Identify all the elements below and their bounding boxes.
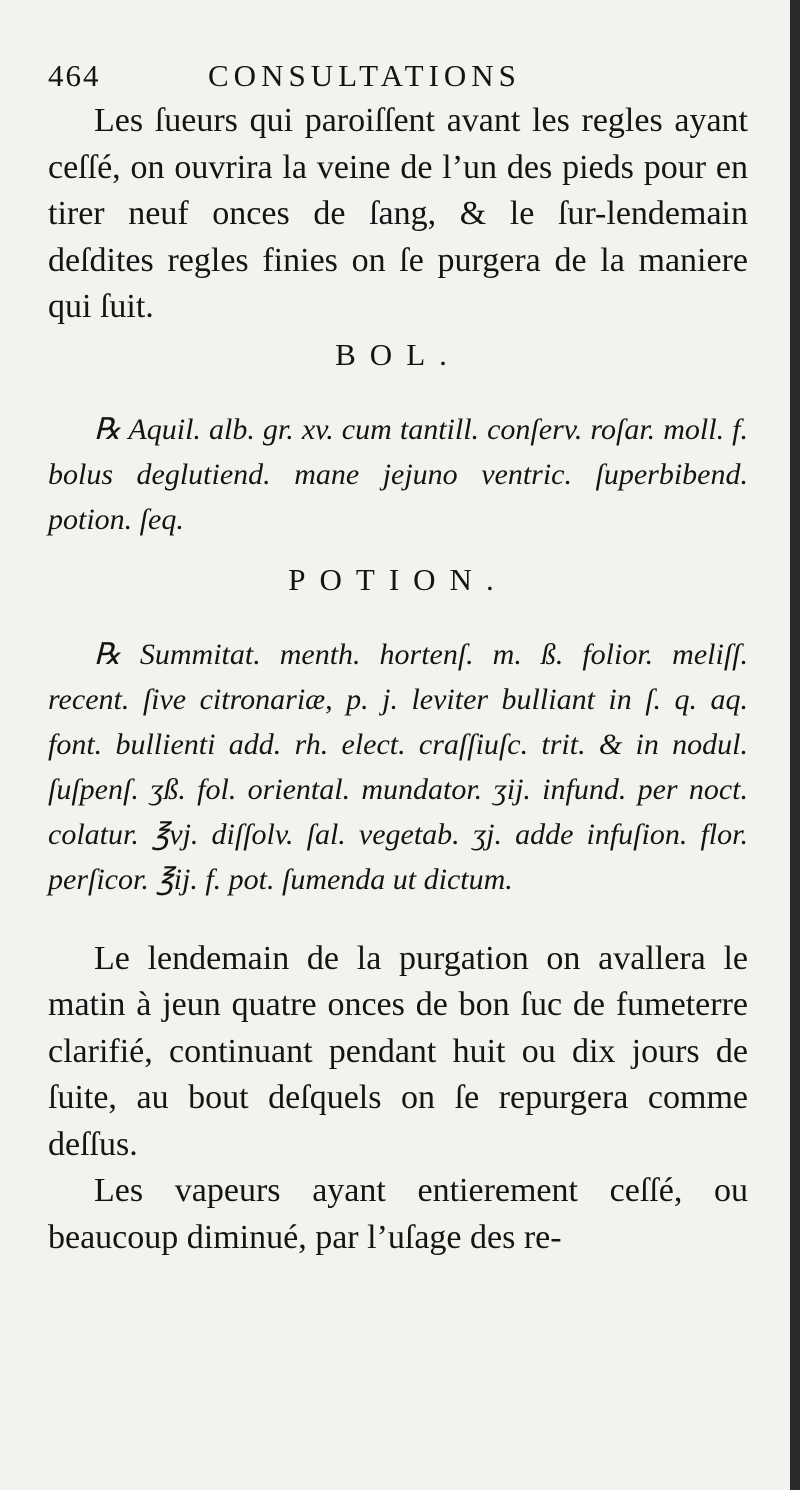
paragraph-sweats: Les ſueurs qui paroiſſent avant les regles ayant ceſſé, on ouvrira la veine de l’un des pieds pour en tirer neuf onces de ſang, & le ſur-lendemain deſdites regles finies on ſe purgera de la maniere qui ſuit.	[48, 102, 748, 325]
paragraph-purgation: Le lendemain de la purgation on avallera le matin à jeun quatre onces de bon ſuc de fumeterre clarifié, continuant pendant huit ou dix jours de ſuite, au bout deſquels on ſe repurgera comme deſſus.	[48, 939, 748, 1163]
paragraph-vapours: Les vapeurs ayant entierement ceſſé, ou beaucoup diminué, par l’uſage des re-	[48, 1172, 748, 1256]
heading-bol: BOL.	[335, 336, 461, 372]
page-number: 464	[48, 58, 101, 93]
recipe-bol: ℞ Aquil. alb. gr. xv. cum tantill. conſerv. roſar. moll. f. bolus deglutiend. mane jejuno ventric. ſuperbibend. potion. ſeq.	[48, 412, 748, 536]
heading-potion: POTION.	[288, 561, 508, 597]
running-title: CONSULTATIONS	[208, 58, 521, 93]
book-page	[48, 52, 748, 1261]
running-header	[48, 52, 748, 98]
recipe-potion: ℞ Summitat. menth. hortenſ. m. ß. folior. meliſſ. recent. ſive citronariæ, p. j. leviter bulliant in ſ. q. aq. font. bullienti add. rh. elect. craſſiuſc. trit. & in nodul. ſuſpenſ. ʒß. fol. oriental. mundator. ʒij. infund. per noct. colatur. ℥vj. diſſolv. ſal. vegetab. ʒj. adde infuſion. flor. perſicor. ℥ij. f. pot. ſumenda ut dictum.	[48, 637, 748, 896]
scan-edge	[790, 0, 800, 1490]
